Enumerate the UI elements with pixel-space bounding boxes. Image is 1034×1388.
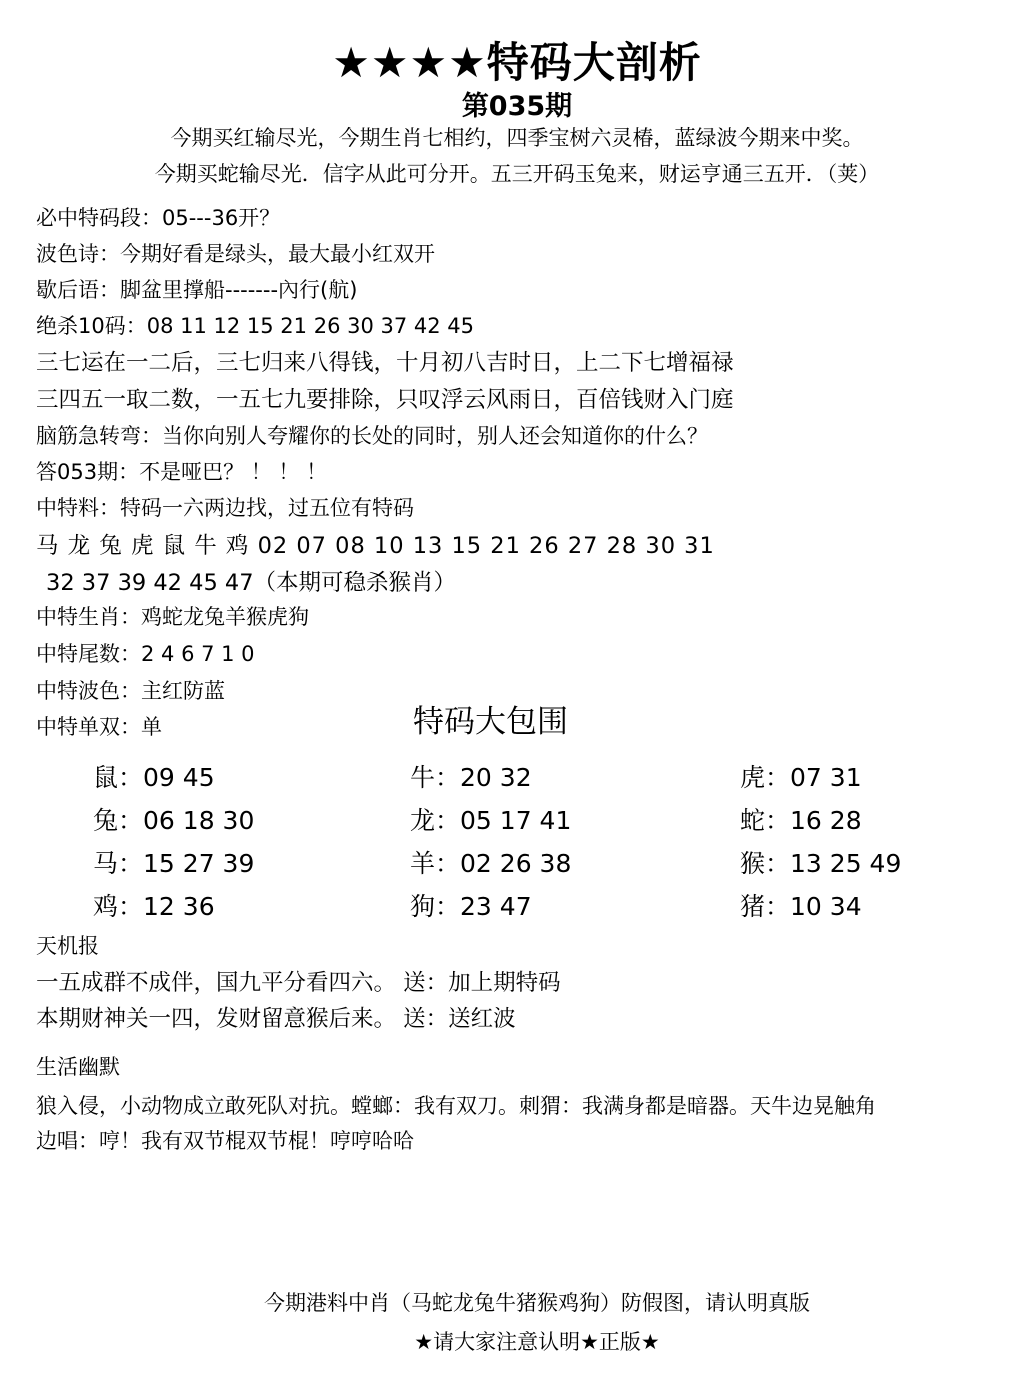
zodiac-cell: 兔：06 18 30 [93,806,255,835]
zodiac-cell: 牛：20 32 [410,763,532,792]
xiehouyu: 歇后语：脚盆里撑船-------內行(航) [36,278,358,302]
special-zodiacs: 中特生肖：鸡蛇龙兔羊猴虎狗 [36,605,309,629]
zodiac-cell: 羊：02 26 38 [410,849,572,878]
zodiac-cell: 鸡：12 36 [93,892,215,921]
tianji-heading: 天机报 [36,934,99,958]
riddle-question: 脑筋急转弯：当你向别人夸耀你的长处的同时，别人还会知道你的什么？ [36,424,708,448]
humor-line-1: 狼入侵，小动物成立敢死队对抗。螳螂：我有双刀。刺猬：我满身都是暗器。天牛边晃触角 [36,1094,876,1118]
tianji-line-1: 一五成群不成伴，国九平分看四六。 送：加上期特码 [36,970,561,996]
zodiac-cell: 鼠：09 45 [93,763,215,792]
package-title: 特码大包围 [413,704,568,740]
zodiac-number-line: 马 龙 兔 虎 鼠 牛 鸡 02 07 08 10 13 15 21 26 27 28 30 31 [36,533,715,559]
issue-number: 第035期 [461,91,573,122]
verse-line-2: 三四五一取二数，一五七九要排除，只叹浮云风雨日，百倍钱财入门庭 [36,387,734,413]
wave-color-poem: 波色诗：今期好看是绿头，最大最小红双开 [36,242,435,266]
kill-ten-numbers: 绝杀10码：08 11 12 15 21 26 30 37 42 45 [36,314,475,338]
must-hit-range: 必中特码段：05---36开？ [36,206,281,230]
special-odd-even: 中特单双：单 [36,715,162,739]
poem-line-1: 今期买红输尽光，今期生肖七相约，四季宝树六灵椿，蓝绿波今期来中奖。 [170,126,864,150]
riddle-answer: 答053期：不是哑巴？ ！ ！ ！ [36,460,328,484]
humor-line-2: 边唱：哼！我有双节棍双节棍！哼哼哈哈 [36,1129,414,1153]
special-wave-color: 中特波色：主红防蓝 [36,679,225,703]
zodiac-cell: 蛇：16 28 [740,806,862,835]
zodiac-cell: 虎：07 31 [740,763,862,792]
footer-line-1: 今期港料中肖（马蛇龙兔牛猪猴鸡狗）防假图，请认明真版 [264,1291,810,1315]
special-tail-numbers: 中特尾数：2 4 6 7 1 0 [36,642,255,666]
number-line-continued: 32 37 39 42 45 47（本期可稳杀猴肖） [46,570,457,596]
poem-line-2: 今期买蛇输尽光．信字从此可分开。五三开码玉兔来，财运亨通三五开．（荚） [154,162,880,186]
zodiac-cell: 猪：10 34 [740,892,862,921]
zodiac-cell: 马：15 27 39 [93,849,255,878]
humor-heading: 生活幽默 [36,1055,120,1079]
special-material: 中特料：特码一六两边找，过五位有特码 [36,496,414,520]
zodiac-cell: 狗：23 47 [410,892,532,921]
zodiac-cell: 猴：13 25 49 [740,849,902,878]
tianji-line-2: 本期财神关一四，发财留意猴后来。 送：送红波 [36,1006,516,1032]
verse-line-1: 三七运在一二后，三七归来八得钱，十月初八吉时日，上二下七增福禄 [36,350,734,376]
zodiac-cell: 龙：05 17 41 [410,806,572,835]
footer-line-2: ★请大家注意认明★正版★ [414,1330,660,1354]
page-title: ★★★★特码大剖析 [332,38,702,87]
